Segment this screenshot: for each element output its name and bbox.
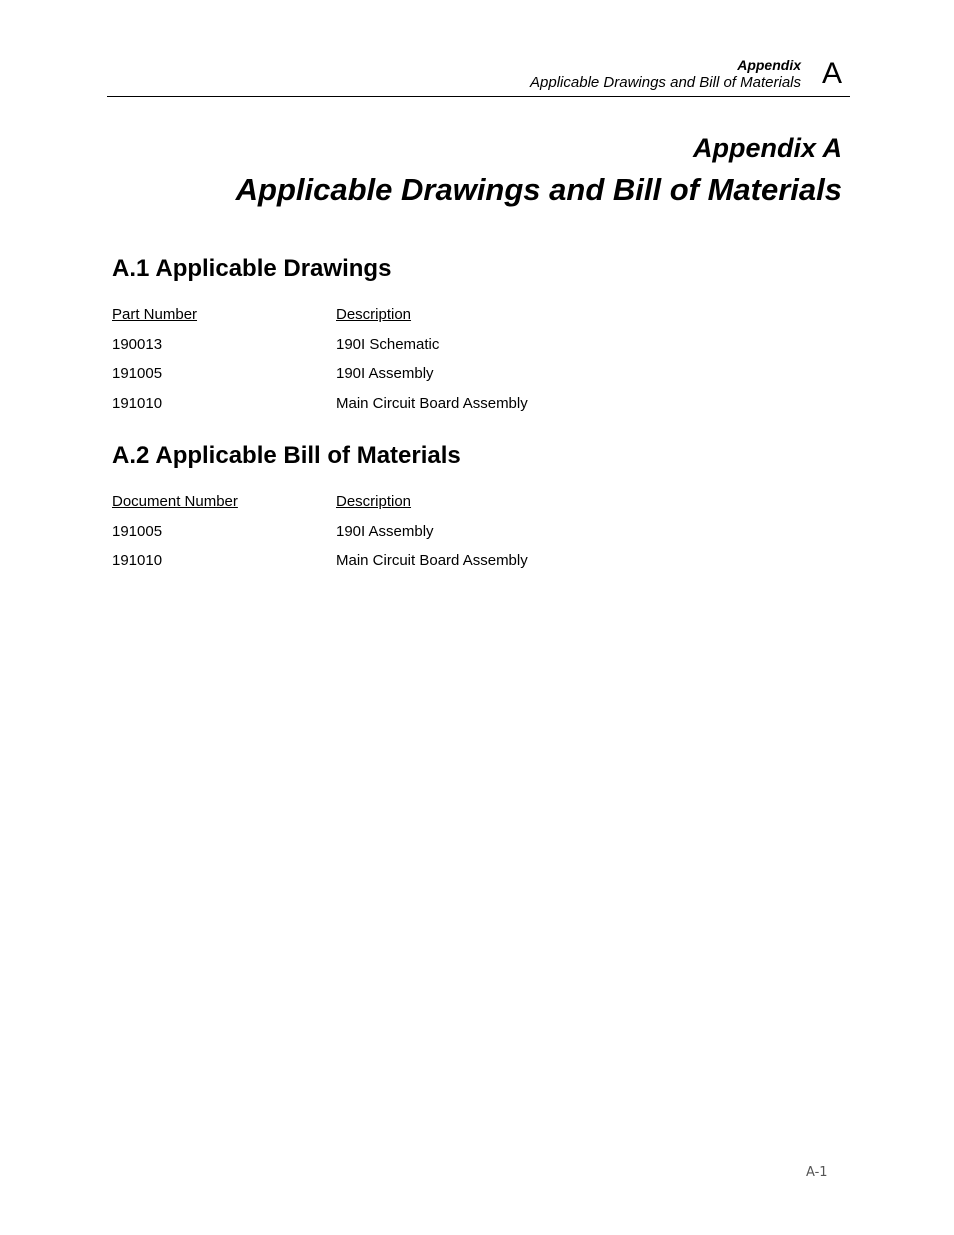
appendix-letter: A: [821, 57, 842, 90]
running-header-section: Appendix: [737, 57, 801, 73]
section-heading-bill-of-materials: [112, 442, 461, 470]
document-number-cell: 191005: [112, 522, 163, 540]
column-header-description: Description: [336, 493, 412, 510]
description-cell: 190I Assembly: [336, 522, 434, 540]
running-header-text: [530, 56, 801, 92]
part-number-cell: 190013: [112, 335, 163, 353]
part-number-cell: 191005: [112, 365, 163, 382]
section-number: A.2: [112, 442, 150, 469]
chapter-title: Applicable Drawings and Bill of Materials: [235, 172, 842, 207]
document-number-cell: 191010: [112, 552, 163, 569]
column-header-part-number: Part Number: [112, 306, 198, 323]
running-header: [107, 56, 850, 97]
description-cell: 190I Assembly: [336, 365, 434, 382]
description-cell: Main Circuit Board Assembly: [336, 552, 528, 569]
page-number: A-1: [806, 1165, 828, 1180]
section-number: A.1: [112, 255, 150, 282]
part-number-cell: 191010: [112, 394, 163, 412]
running-header-subtitle: Applicable Drawings and Bill of Materials: [530, 74, 801, 91]
column-header-document-number: Document Number: [112, 493, 238, 510]
section-title: Applicable Bill of Materials: [155, 442, 461, 469]
column-header-description: Description: [336, 306, 412, 323]
description-cell: 190I Schematic: [336, 335, 440, 353]
chapter-label: Appendix A: [692, 133, 842, 163]
section-heading-drawings: [112, 255, 391, 283]
description-cell: Main Circuit Board Assembly: [336, 394, 528, 412]
section-title: Applicable Drawings: [155, 255, 392, 282]
